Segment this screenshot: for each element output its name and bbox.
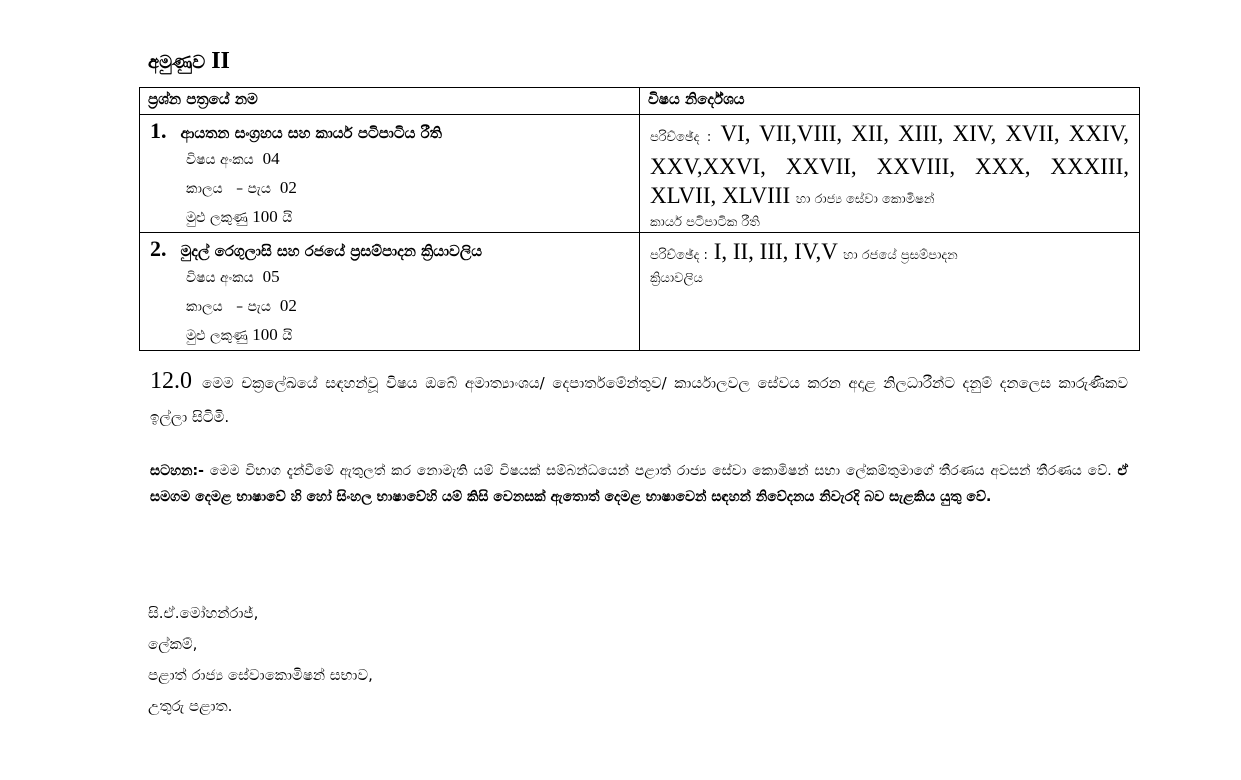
syllabus-cell [640, 233, 1140, 351]
syllabus-cell [640, 115, 1140, 233]
note-text: මෙම විභාග දැන්වීමේ ඇතුලත් කර නොමැති යම් විෂයක් සම්බන්ධයෙන් පළාත් රාජ්‍ය සේවා කොමිෂන් සභා ලේකම්තුමාගේ තීරණය අවසන් තීරණය වේ. [209, 463, 1112, 479]
note-label: සටහන:- [150, 463, 204, 479]
duration-dash: – [236, 181, 244, 197]
paragraph-12 [150, 364, 1128, 434]
duration-label: කාලය [186, 299, 223, 315]
duration-line [186, 292, 631, 321]
note-bold-text: ඒ සමගම දෙමළ භාෂාවේ හි හෝ සිංහල භාෂාවේහි යම් කිසි වෙනසක් ඇතොත් දෙමළ භාෂාවෙන් සඳහන් නිවේදනය නිවැරදි බව සැළකිය යුතු වේ. [150, 463, 1128, 505]
syllabus-suffix: හා රජයේ ප්‍රසම්පාදන [843, 248, 958, 263]
subject-number-line [186, 263, 631, 292]
marks-value: 100 [252, 207, 278, 226]
subject-number-label: විෂය අංකය [186, 152, 254, 168]
paper-cell [140, 233, 640, 351]
marks-line [186, 321, 631, 350]
syllabus-prefix: පරිච්ඡේද : [650, 248, 708, 263]
signatory-province: උතුරු පළාත. [148, 697, 233, 715]
marks-line [186, 203, 631, 232]
hours-value: 02 [279, 296, 297, 315]
annex-number: II [211, 48, 230, 74]
syllabus-suffix: හා රාජ්‍ය සේවා කොමිෂන් [795, 192, 935, 207]
syllabus-chapters: VI, VII,VIII, XII, XIII, XIV, XVII, XXIV, XXV,XXVI, XXVII, XXVIII, XXX, XXXIII, XLVII, XLVIII [650, 121, 1129, 208]
header-paper-name: ප්‍රශ්න පත්‍රයේ නම [140, 88, 640, 115]
syllabus-table [139, 87, 1140, 351]
signature-block [148, 598, 373, 722]
marks-label: මුළු ලකුණු [186, 328, 248, 344]
syllabus-chapters: I, II, III, IV,V [713, 239, 838, 264]
paper-number: 2. [150, 236, 167, 261]
marks-suffix: යි [282, 210, 293, 226]
paper-title [150, 119, 631, 145]
paragraph-text: මෙම චක්‍රලේඛයේ සඳහන්වූ විෂය ඔබේ අමාත්‍යාංශය/ දෙපාර්තමේන්තුව/ කාර්යාලවල සේවය කරන අදාළ නිලධාරීන්ට දනුම් දනලෙස කාරුණිකව ඉල්ලා සිටිමි. [150, 374, 1128, 426]
signatory-name: සි.ඒ.මෝහන්රාජ්, [148, 604, 259, 622]
syllabus-prefix: පරිච්ඡේද : [650, 130, 712, 145]
paper-cell [140, 115, 640, 233]
note-paragraph [150, 458, 1128, 510]
duration-dash: – [236, 299, 244, 315]
subject-number-value: 04 [262, 149, 280, 168]
table-row [140, 115, 1140, 233]
paper-title-text: ආයතන සංග්‍රහය සහ කාර්ය පටිපාටිය රීති [180, 124, 442, 142]
subject-number-line [186, 145, 631, 174]
marks-label: මුළු ලකුණු [186, 210, 248, 226]
marks-value: 100 [252, 325, 278, 344]
duration-label: කාලය [186, 181, 223, 197]
annex-heading [148, 48, 230, 75]
syllabus-text [650, 237, 1129, 288]
paper-number: 1. [150, 118, 167, 143]
subject-number-value: 05 [262, 267, 280, 286]
paper-title-text: මුදල් රෙගුලාසි සහ රජයේ ප්‍රසම්පාදන ක්‍රියාවලිය [180, 242, 483, 260]
header-syllabus: විෂය නිර්දේශය [640, 88, 1140, 115]
subject-number-label: විෂය අංකය [186, 270, 254, 286]
paper-meta [186, 263, 631, 350]
signatory-organization: පළාත් රාජ්‍ය සේවාකොමිෂන් සභාව, [148, 666, 373, 684]
hours-value: 02 [279, 178, 297, 197]
hours-label: පැය [247, 299, 271, 315]
paper-meta [186, 145, 631, 232]
duration-line [186, 174, 631, 203]
paper-title [150, 237, 631, 263]
hours-label: පැය [247, 181, 271, 197]
table-header-row [140, 88, 1140, 115]
syllabus-text [650, 119, 1129, 232]
signatory-title: ලේකම්, [148, 635, 198, 653]
paragraph-number: 12.0 [150, 368, 192, 394]
syllabus-last: කාර්ය පටිපාටික රීති [650, 215, 760, 230]
marks-suffix: යි [282, 328, 293, 344]
table-row [140, 233, 1140, 351]
syllabus-last: ක්‍රියාවලිය [650, 271, 703, 286]
annex-label: අමුණුව [148, 52, 206, 73]
